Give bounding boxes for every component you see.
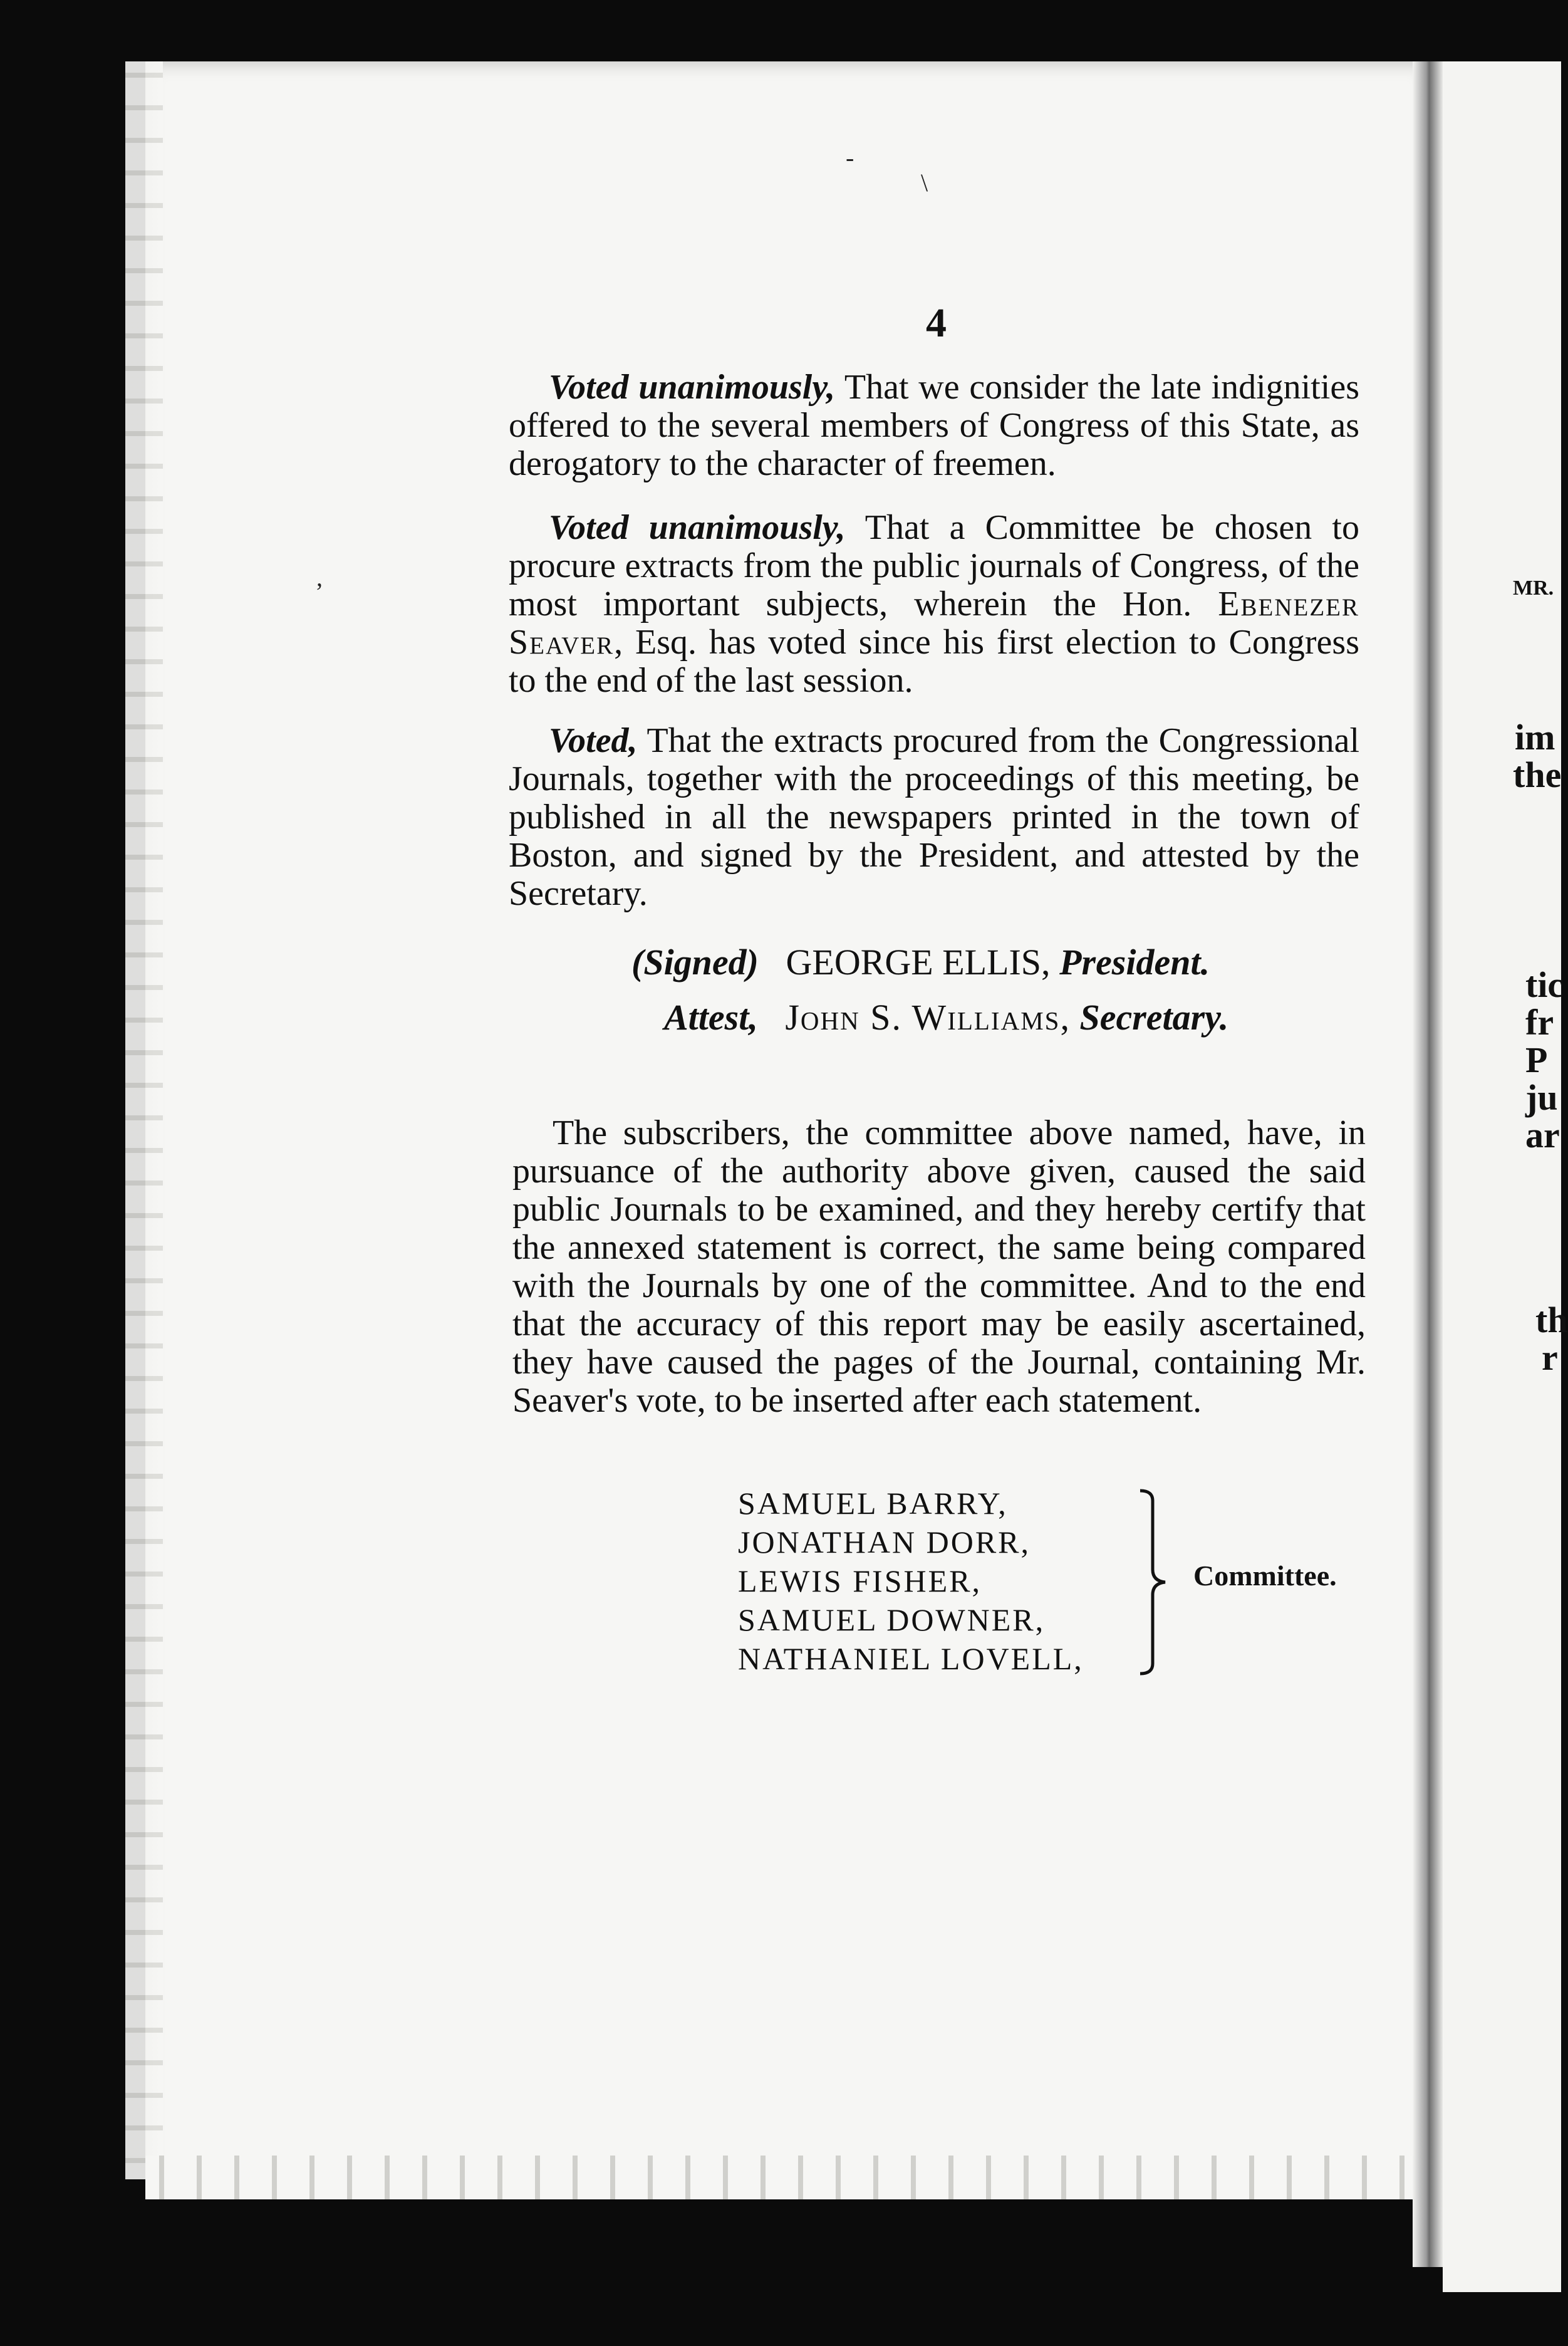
secretary-signature [664, 996, 1228, 1038]
committee-member: LEWIS FISHER, [738, 1563, 982, 1598]
honoree-name: Ebenezer Seaver [509, 585, 1359, 662]
facing-fragment: the [1513, 754, 1562, 795]
president-name: GEORGE ELLIS, [786, 942, 1051, 983]
facing-fragment: MR. [1513, 576, 1554, 600]
resolution-2 [509, 509, 1359, 700]
resolution-text: That we consider the late indignities offered to the several members of Congress of this State, as derogatory to the character of freemen. [509, 368, 1359, 483]
resolution-label: Voted unanimously, [549, 368, 836, 407]
facing-fragment: P [1525, 1040, 1548, 1080]
page-number: 4 [926, 300, 947, 346]
facing-fragment: ar [1525, 1115, 1560, 1155]
facing-fragment: tic [1525, 964, 1564, 1005]
secretary-name: John S. Williams, [785, 997, 1071, 1038]
resolution-text: That the extracts procured from the Congressional Journals, together with the proceedings of this meeting, be published in all the newspapers printed in the town of Boston, and signed by the President, and attested by the Secretary. [509, 721, 1359, 913]
ink-speck: \ [921, 169, 928, 197]
facing-fragment: fr [1525, 1002, 1554, 1043]
committee-member: JONATHAN DORR, [738, 1525, 1031, 1560]
resolution-label: Voted, [549, 721, 638, 760]
committee-member: NATHANIEL LOVELL, [738, 1641, 1084, 1676]
facing-fragment: th [1535, 1300, 1568, 1340]
signed-label: (Signed) [631, 942, 759, 983]
resolution-label: Voted unanimously, [549, 508, 846, 547]
committee-brace [1134, 1488, 1171, 1676]
resolution-3 [509, 722, 1359, 913]
attest-label: Attest, [664, 997, 758, 1038]
ink-speck: , [316, 563, 323, 592]
president-signature [631, 941, 1210, 983]
facing-fragment: im [1515, 717, 1555, 758]
secretary-title: Secretary. [1079, 997, 1229, 1038]
committee-member: SAMUEL BARRY, [738, 1486, 1008, 1521]
facing-page [1443, 61, 1568, 2292]
page-edge-left [125, 61, 163, 2179]
ink-speck: - [846, 143, 854, 172]
committee-label: Committee. [1193, 1560, 1337, 1592]
resolution-text: , Esq. has voted since his first election to Congress to the end of the last session. [509, 623, 1359, 700]
certification-paragraph [512, 1114, 1366, 1420]
facing-fragment: ju [1525, 1077, 1558, 1118]
committee-member: SAMUEL DOWNER, [738, 1602, 1046, 1637]
page-edge-bottom [145, 2156, 1430, 2199]
certification-text: The subscribers, the committee above named, have, in pursuance of the authority above given, caused the said public Journals to be examined, and they hereby certify that the annexed statement is correct, the same being compared with the Journals by one of the committee. And to the end that the accuracy of this report may be easily ascertained, they have caused the pages of the Journal, containing Mr. Seaver's vote, to be inserted after each statement. [512, 1113, 1366, 1420]
president-title: President. [1059, 942, 1210, 983]
resolution-text: That a Committee be chosen to procure extracts from the public journals of Congress, of the most important subjects, wherein the Hon. [509, 508, 1359, 623]
resolution-1 [509, 368, 1359, 483]
committee-list [738, 1484, 1084, 1678]
facing-fragment: r [1542, 1337, 1558, 1378]
page-gutter [1413, 61, 1443, 2267]
